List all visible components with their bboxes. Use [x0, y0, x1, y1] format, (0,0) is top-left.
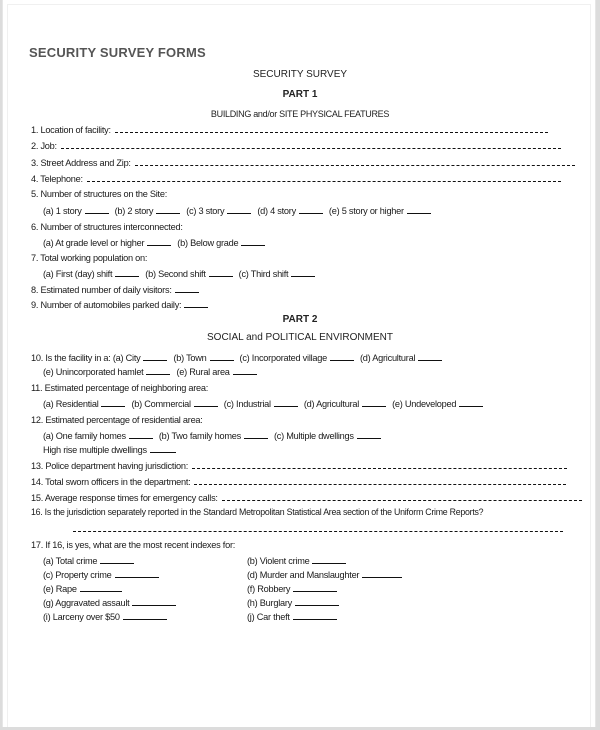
question-label: 16. Is the jurisdiction separately reported in the Standard Metropolitan Statistical Area section of the Uniform Crime Reports? — [31, 507, 484, 517]
question-17 — [31, 540, 235, 550]
option-label: (d) Agricultural — [359, 353, 416, 363]
option-label: (b) Commercial — [131, 399, 191, 409]
5-story-field[interactable] — [407, 205, 431, 214]
question-12-options — [43, 430, 387, 441]
robbery-field[interactable] — [293, 583, 337, 592]
question-5 — [31, 189, 167, 199]
survey-heading: SECURITY SURVEY — [252, 69, 348, 80]
burglary-field[interactable] — [295, 597, 339, 606]
rural-area-field[interactable] — [233, 366, 257, 375]
option-label: (a) First (day) shift — [43, 269, 113, 279]
residential-field[interactable] — [101, 398, 125, 407]
crime-index-d — [247, 569, 408, 580]
option-label: (d) Agricultural — [303, 399, 360, 409]
larceny-field[interactable] — [123, 611, 167, 620]
location-field[interactable] — [115, 124, 548, 133]
option-label: (e) Undeveloped — [392, 399, 457, 409]
option-label: (b) 2 story — [114, 206, 154, 216]
question-label: 2. Job: — [31, 141, 57, 151]
option-label: (f) Robbery — [247, 584, 291, 594]
address-field[interactable] — [135, 157, 575, 166]
option-label: (e) 5 story or higher — [328, 206, 404, 216]
automobiles-field[interactable] — [184, 299, 208, 308]
option-label: High rise multiple dwellings — [43, 445, 147, 455]
part1-label: PART 1 — [282, 89, 318, 100]
option-label: (a) Residential — [43, 399, 99, 409]
question-14 — [31, 476, 566, 487]
two-family-field[interactable] — [244, 430, 268, 439]
question-label: 12. Estimated percentage of residential area: — [31, 415, 203, 425]
crime-index-a — [43, 555, 140, 566]
town-field[interactable] — [210, 352, 234, 361]
option-label: (a) City — [112, 353, 141, 363]
question-8 — [31, 284, 205, 295]
part2-label: PART 2 — [282, 314, 318, 325]
option-label: (a) 1 story — [43, 206, 82, 216]
crime-index-g — [43, 597, 182, 608]
telephone-field[interactable] — [87, 173, 561, 182]
murder-field[interactable] — [362, 569, 402, 578]
question-13 — [31, 460, 567, 471]
option-label: (b) Two family homes — [158, 431, 241, 441]
total-crime-field[interactable] — [100, 555, 134, 564]
question-6 — [31, 222, 183, 232]
option-label: (e) Rape — [43, 584, 77, 594]
option-label: (d) Murder and Manslaughter — [247, 570, 360, 580]
question-label: 10. Is the facility in a: — [31, 353, 111, 363]
option-label: (c) Industrial — [223, 399, 271, 409]
document-page — [2, 0, 596, 727]
4-story-field[interactable] — [299, 205, 323, 214]
question-label: 11. Estimated percentage of neighboring area: — [31, 383, 209, 393]
third-shift-field[interactable] — [291, 268, 315, 277]
crime-index-b — [247, 555, 352, 566]
question-label: 15. Average response times for emergency calls: — [31, 493, 218, 503]
option-label: (c) Incorporated village — [239, 353, 327, 363]
hamlet-field[interactable] — [146, 366, 170, 375]
question-label: 5. Number of structures on the Site: — [31, 189, 168, 199]
option-label: (i) Larceny over $50 — [43, 612, 120, 622]
question-9 — [31, 299, 214, 310]
question-label: 3. Street Address and Zip: — [31, 158, 131, 168]
undeveloped-field[interactable] — [459, 398, 483, 407]
part2-subtitle: SOCIAL and POLITICAL ENVIRONMENT — [207, 332, 393, 343]
question-label: 17. If 16, is yes, what are the most recent indexes for: — [31, 540, 236, 550]
crime-index-c — [43, 569, 165, 580]
industrial-field[interactable] — [274, 398, 298, 407]
question-12-row2 — [43, 444, 182, 455]
crime-index-e — [43, 583, 128, 594]
village-field[interactable] — [330, 352, 354, 361]
below-grade-field[interactable] — [241, 237, 265, 246]
option-label: (b) Town — [173, 353, 207, 363]
option-label: (b) Second shift — [145, 269, 206, 279]
question-4 — [31, 173, 561, 184]
violent-crime-field[interactable] — [312, 555, 346, 564]
sworn-officers-field[interactable] — [194, 476, 566, 485]
daily-visitors-field[interactable] — [175, 284, 199, 293]
job-field[interactable] — [61, 140, 561, 149]
option-label: (e) Unincorporated hamlet — [43, 367, 144, 377]
crime-index-h — [247, 597, 345, 608]
question-16 — [31, 507, 483, 517]
question-12 — [31, 415, 203, 425]
option-label: (c) Multiple dwellings — [273, 431, 354, 441]
option-label: (c) 3 story — [186, 206, 225, 216]
question-label: 1. Location of facility: — [31, 125, 111, 135]
crime-index-f — [247, 583, 343, 594]
document-title: SECURITY SURVEY FORMS — [29, 45, 206, 60]
property-crime-field[interactable] — [115, 569, 159, 578]
grade-level-field[interactable] — [147, 237, 171, 246]
rape-field[interactable] — [80, 583, 122, 592]
3-story-field[interactable] — [227, 205, 251, 214]
commercial-field[interactable] — [194, 398, 218, 407]
question-label: 4. Telephone: — [31, 174, 83, 184]
question-11-options — [43, 398, 489, 409]
question-label: 13. Police department having jurisdiction: — [31, 461, 189, 471]
police-department-field[interactable] — [192, 460, 567, 469]
option-label: (d) 4 story — [257, 206, 296, 216]
option-label: (c) Property crime — [43, 570, 112, 580]
city-field[interactable] — [143, 352, 167, 361]
option-label: (a) One family homes — [43, 431, 126, 441]
question-label: 6. Number of structures interconnected: — [31, 222, 183, 232]
question-label: 8. Estimated number of daily visitors: — [31, 285, 172, 295]
car-theft-field[interactable] — [293, 611, 337, 620]
question-6-options — [43, 237, 271, 248]
crime-index-j — [247, 611, 343, 622]
aggravated-assault-field[interactable] — [132, 597, 176, 606]
2-story-field[interactable] — [156, 205, 180, 214]
crime-index-i — [43, 611, 173, 622]
question-label: 7. Total working population on: — [31, 253, 148, 263]
high-rise-field[interactable] — [150, 444, 176, 453]
option-label: (b) Violent crime — [247, 556, 310, 566]
option-label: (j) Car theft — [247, 612, 290, 622]
option-label: (e) Rural area — [176, 367, 230, 377]
question-label: 14. Total sworn officers in the department: — [31, 477, 191, 487]
part1-subtitle: BUILDING and/or SITE PHYSICAL FEATURES — [210, 109, 390, 119]
question-label: 9. Number of automobiles parked daily: — [31, 300, 182, 310]
option-label: (a) At grade level or higher — [43, 238, 145, 248]
second-shift-field[interactable] — [209, 268, 233, 277]
jurisdiction-answer-field[interactable] — [73, 530, 563, 532]
agricultural-field[interactable] — [418, 352, 442, 361]
neighbor-agricultural-field[interactable] — [362, 398, 386, 407]
one-family-field[interactable] — [129, 430, 153, 439]
question-10-options-row2 — [43, 366, 263, 377]
question-1 — [31, 124, 548, 135]
option-label: (h) Burglary — [247, 598, 292, 608]
response-times-field[interactable] — [222, 492, 582, 501]
question-2 — [31, 140, 561, 151]
multiple-dwellings-field[interactable] — [357, 430, 381, 439]
question-10 — [31, 352, 448, 363]
option-label: (g) Aggravated assault — [43, 598, 130, 608]
first-shift-field[interactable] — [115, 268, 139, 277]
question-7-options — [43, 268, 321, 279]
option-label: (b) Below grade — [177, 238, 239, 248]
option-label: (a) Total crime — [43, 556, 98, 566]
option-label: (c) Third shift — [238, 269, 289, 279]
question-5-options — [43, 205, 437, 216]
question-7 — [31, 253, 147, 263]
question-11 — [31, 383, 208, 393]
question-15 — [31, 492, 582, 503]
question-3 — [31, 157, 575, 168]
1-story-field[interactable] — [85, 205, 109, 214]
